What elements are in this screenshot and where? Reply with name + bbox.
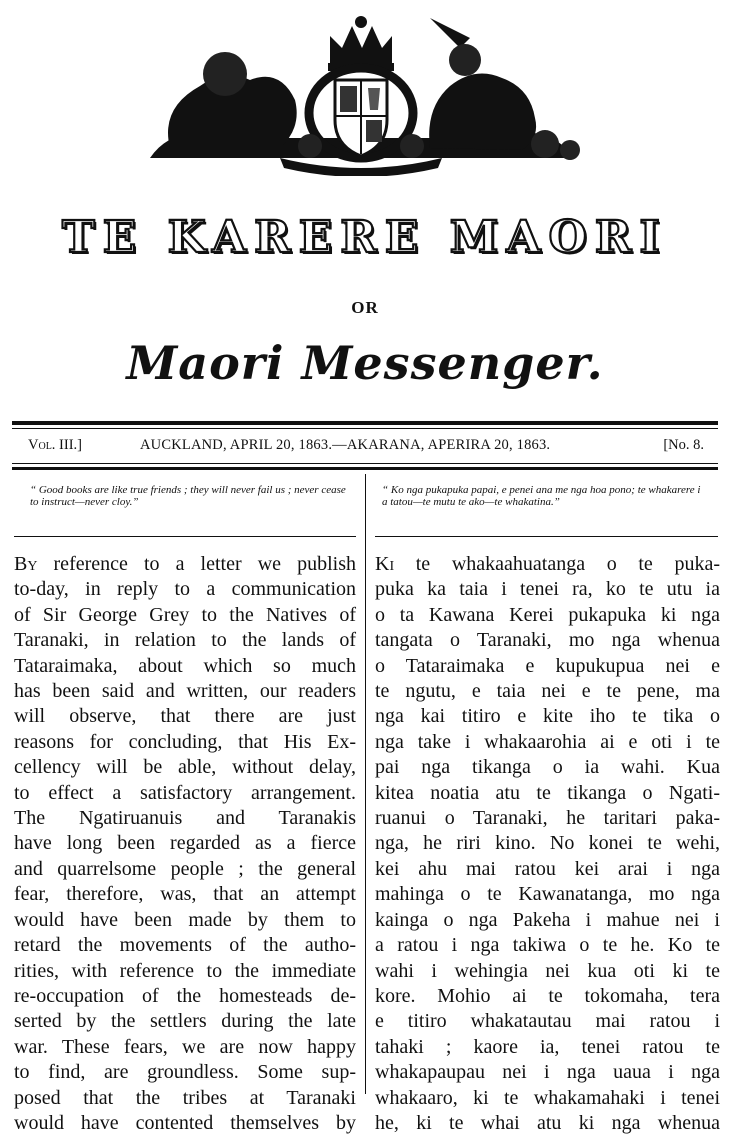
article-line: puka ka taia i tenei ra, ko te utu ia bbox=[375, 578, 720, 601]
article-line: pai nga tikanga o ia wahi. Kua bbox=[375, 756, 720, 779]
article-line: The Ngatiruanuis and Taranakis bbox=[14, 807, 356, 830]
english-article-column bbox=[14, 552, 356, 1136]
masthead-bottom-rule-thick bbox=[12, 467, 718, 470]
article-line: Taranaki, in relation to the lands of bbox=[14, 629, 356, 652]
column-divider bbox=[365, 474, 366, 1094]
article-line: and quarrelsome people ; the general bbox=[14, 857, 356, 880]
drop-lead-word: Ki bbox=[375, 553, 395, 575]
article-line: kore. Mohio ai te tokomaha, tera bbox=[375, 984, 720, 1007]
article-line: have long been regarded as a fierce bbox=[14, 832, 356, 855]
maori-article-column bbox=[375, 552, 720, 1136]
article-line: tangata o Taranaki, mo nga whenua bbox=[375, 629, 720, 652]
article-line: e titiro whakatautau mai ratou i bbox=[375, 1010, 720, 1033]
motto-rule-left bbox=[14, 536, 356, 537]
article-line: nga kai titiro e kite iho te tika o bbox=[375, 705, 720, 728]
article-line: retard the movements of the autho- bbox=[14, 934, 356, 957]
article-line: cellency will be able, without delay, bbox=[14, 756, 356, 779]
article-line: to effect a satisfactory arrangement. bbox=[14, 781, 356, 804]
article-line: has been said and written, our readers bbox=[14, 680, 356, 703]
article-line: ruanui o Taranaki, he taritari paka- bbox=[375, 807, 720, 830]
article-line: to-day, in reply to a communication bbox=[14, 578, 356, 601]
article-line: nga take i whakaarohia ai e oti i te bbox=[375, 730, 720, 753]
royal-crest-image bbox=[130, 8, 590, 176]
article-line: whakaaro, ki te whakamahaki i tenei bbox=[375, 1086, 720, 1109]
article-line: Tataraimaka, about which so much bbox=[14, 654, 356, 677]
article-line: whakapaupau nei i nga uaua i nga bbox=[375, 1061, 720, 1084]
maori-motto: “ Ko nga pukapuka papai, e penei ana me nga hoa pono; te whakarere i a tatou—te mutu te ako—te whakatina.” bbox=[382, 484, 701, 508]
article-line: wahi i wehingia nei kua oti ki te bbox=[375, 959, 720, 982]
article-line: will observe, that there are just bbox=[14, 705, 356, 728]
motto-rule-right bbox=[375, 536, 718, 537]
article-line: would have contented themselves by bbox=[14, 1111, 356, 1134]
issue-date: AUCKLAND, APRIL 20, 1863.—AKARANA, APERIRA 20, 1863. bbox=[140, 437, 551, 453]
masthead-top-rule-thick bbox=[12, 421, 718, 425]
volume-label: Vol. III.] bbox=[28, 437, 82, 453]
title-conjunction: OR bbox=[351, 298, 379, 317]
article-line: would have been made by them to bbox=[14, 908, 356, 931]
article-line: to find, are groundless. Some sup- bbox=[14, 1061, 356, 1084]
masthead-top-rule-thin bbox=[12, 428, 718, 429]
article-line: fear, therefore, was, that an attempt bbox=[14, 883, 356, 906]
article-line: rities, with reference to the immediate bbox=[14, 959, 356, 982]
article-line: of Sir George Grey to the Natives of bbox=[14, 603, 356, 626]
masthead-bottom-rule-thin bbox=[12, 463, 718, 464]
article-line: posed that the tribes at Taranaki bbox=[14, 1086, 356, 1109]
article-line: serted by the settlers during the late bbox=[14, 1010, 356, 1033]
article-line: kainga o nga Pakeha i mahue nei i bbox=[375, 908, 720, 931]
article-line: o Tataraimaka e kupukupua nei e bbox=[375, 654, 720, 677]
article-line: nga, he riri kino. No konei te wehi, bbox=[375, 832, 720, 855]
article-line: kei ahu mai ratou kei arai i nga bbox=[375, 857, 720, 880]
article-line: war. These fears, we are now happy bbox=[14, 1035, 356, 1058]
article-line: te ngutu, e taia nei e te pene, ma bbox=[375, 680, 720, 703]
article-line: By reference to a letter we publish bbox=[14, 553, 356, 575]
newspaper-title: TE KARERE MAORI bbox=[61, 212, 669, 263]
article-line: kitea noatia atu te tikanga o Ngati- bbox=[375, 781, 720, 804]
issue-number: [No. 8. bbox=[663, 437, 704, 453]
article-line: o ta Kawana Kerei pukapuka ki nga bbox=[375, 603, 720, 626]
article-line: tahaki ; kaore ia, tenei ratou te bbox=[375, 1035, 720, 1058]
newspaper-subtitle: Maori Messenger. bbox=[126, 336, 604, 390]
drop-lead-word: By bbox=[14, 553, 38, 575]
article-line: Ki te whakaahuatanga o te puka- bbox=[375, 553, 720, 575]
article-line: he, ki te whai atu ki nga whenua bbox=[375, 1111, 720, 1134]
article-line: a ratou i nga takiwa o te he. Ko te bbox=[375, 934, 720, 957]
article-line: reasons for concluding, that His Ex- bbox=[14, 730, 356, 753]
english-motto: “ Good books are like true friends ; they will never fail us ; never cease to instruct—never cloy.” bbox=[30, 484, 346, 508]
article-line: mahinga o te Kawanatanga, mo nga bbox=[375, 883, 720, 906]
article-line: re-occupation of the homesteads de- bbox=[14, 984, 356, 1007]
